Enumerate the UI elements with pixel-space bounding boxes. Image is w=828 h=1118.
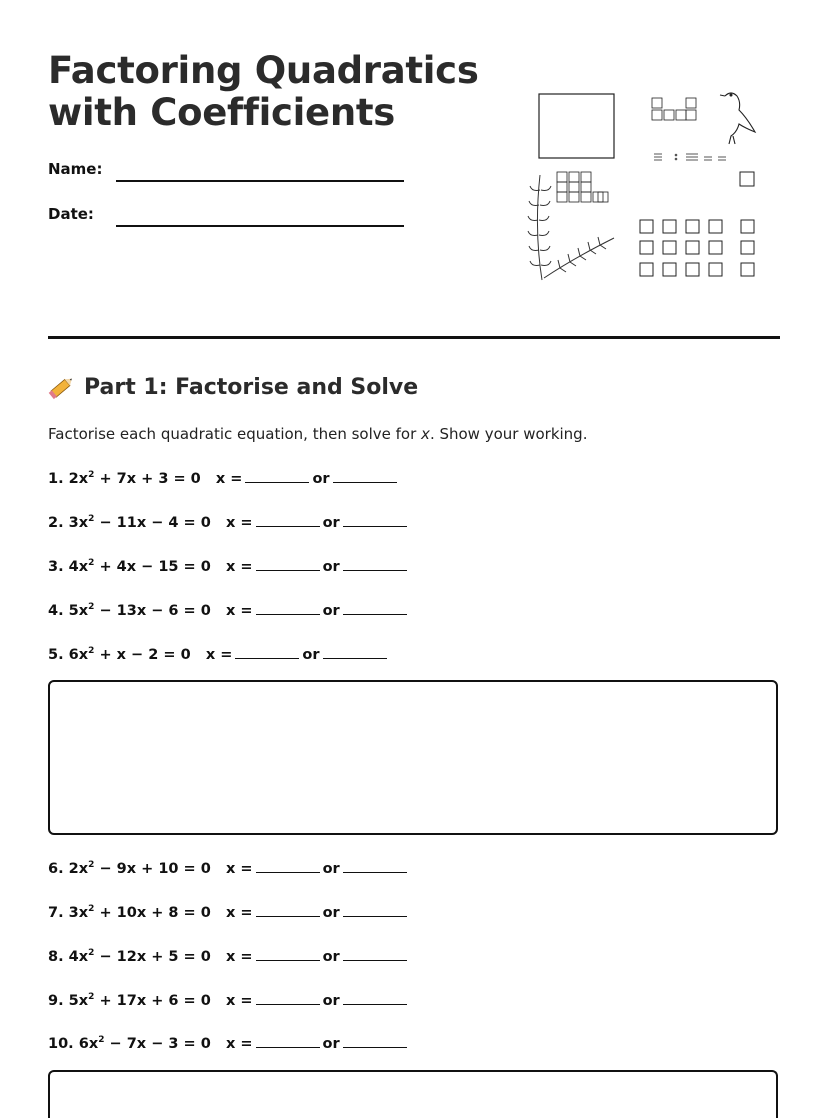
question-6: 6. $2x^2 - 9x + 10 = 0$ x = or — [48, 860, 410, 877]
worksheet-title — [48, 50, 479, 134]
title-line-2: with Coefficients — [48, 91, 395, 134]
checkbox-icon — [740, 172, 754, 186]
section-heading-part-1 — [48, 374, 418, 400]
working-box-1[interactable] — [48, 680, 778, 835]
answer-blank-9a[interactable] — [256, 992, 320, 1005]
fern-icon — [528, 175, 614, 280]
question-1: 1. $2x^2 + 7x + 3 = 0$ x = or — [48, 470, 400, 487]
answer-blank-10a[interactable] — [256, 1035, 320, 1048]
answer-blank-5a[interactable] — [235, 646, 299, 659]
question-2: 2. $3x^2 - 11x - 4 = 0$ x = or — [48, 514, 410, 531]
title-line-1: Factoring Quadratics — [48, 49, 479, 92]
answer-blank-7a[interactable] — [256, 904, 320, 917]
answer-blank-2a[interactable] — [256, 514, 320, 527]
question-9: 9. $5x^2 + 17x + 6 = 0$ x = or — [48, 992, 410, 1009]
question-7: 7. $3x^2 + 10x + 8 = 0$ x = or — [48, 904, 410, 921]
answer-blank-5b[interactable] — [323, 646, 387, 659]
question-4: 4. $5x^2 - 13x - 6 = 0$ x = or — [48, 602, 410, 619]
answer-blank-3a[interactable] — [256, 558, 320, 571]
question-10: 10. $6x^2 - 7x - 3 = 0$ x = or — [48, 1035, 410, 1052]
answer-blank-8b[interactable] — [343, 948, 407, 961]
name-label: Name: — [48, 160, 103, 178]
pencil-icon — [48, 374, 76, 400]
algebra-tiles-icon — [652, 98, 696, 120]
date-field[interactable] — [116, 225, 404, 227]
answer-blank-4a[interactable] — [256, 602, 320, 615]
answer-blank-8a[interactable] — [256, 948, 320, 961]
answer-blank-6a[interactable] — [256, 860, 320, 873]
answer-blank-6b[interactable] — [343, 860, 407, 873]
section-heading-text: Part 1: Factorise and Solve — [84, 374, 419, 400]
working-box-2[interactable] — [48, 1070, 778, 1118]
question-5: 5. $6x^2 + x - 2 = 0$ x = or — [48, 646, 390, 663]
answer-blank-1b[interactable] — [333, 470, 397, 483]
date-label: Date: — [48, 205, 94, 223]
empty-box-icon — [539, 94, 614, 158]
answer-blank-9b[interactable] — [343, 992, 407, 1005]
answer-blank-7b[interactable] — [343, 904, 407, 917]
answer-blank-4b[interactable] — [343, 602, 407, 615]
name-field[interactable] — [116, 180, 404, 182]
tile-grid-icon — [557, 172, 608, 202]
question-8: 8. $4x^2 - 12x + 5 = 0$ x = or — [48, 948, 410, 965]
answer-blank-2b[interactable] — [343, 514, 407, 527]
bird-icon — [720, 93, 755, 144]
answer-blank-1a[interactable] — [245, 470, 309, 483]
answer-blank-3b[interactable] — [343, 558, 407, 571]
answer-blank-10b[interactable] — [343, 1035, 407, 1048]
instructions: Factorise each quadratic equation, then solve for x. Show your working. — [48, 425, 588, 443]
question-3: 3. $4x^2 + 4x - 15 = 0$ x = or — [48, 558, 410, 575]
checkbox-grid-icon — [640, 220, 754, 276]
equals-symbols-icon — [654, 154, 726, 160]
decor-illustration — [520, 80, 780, 290]
section-divider — [48, 336, 780, 339]
